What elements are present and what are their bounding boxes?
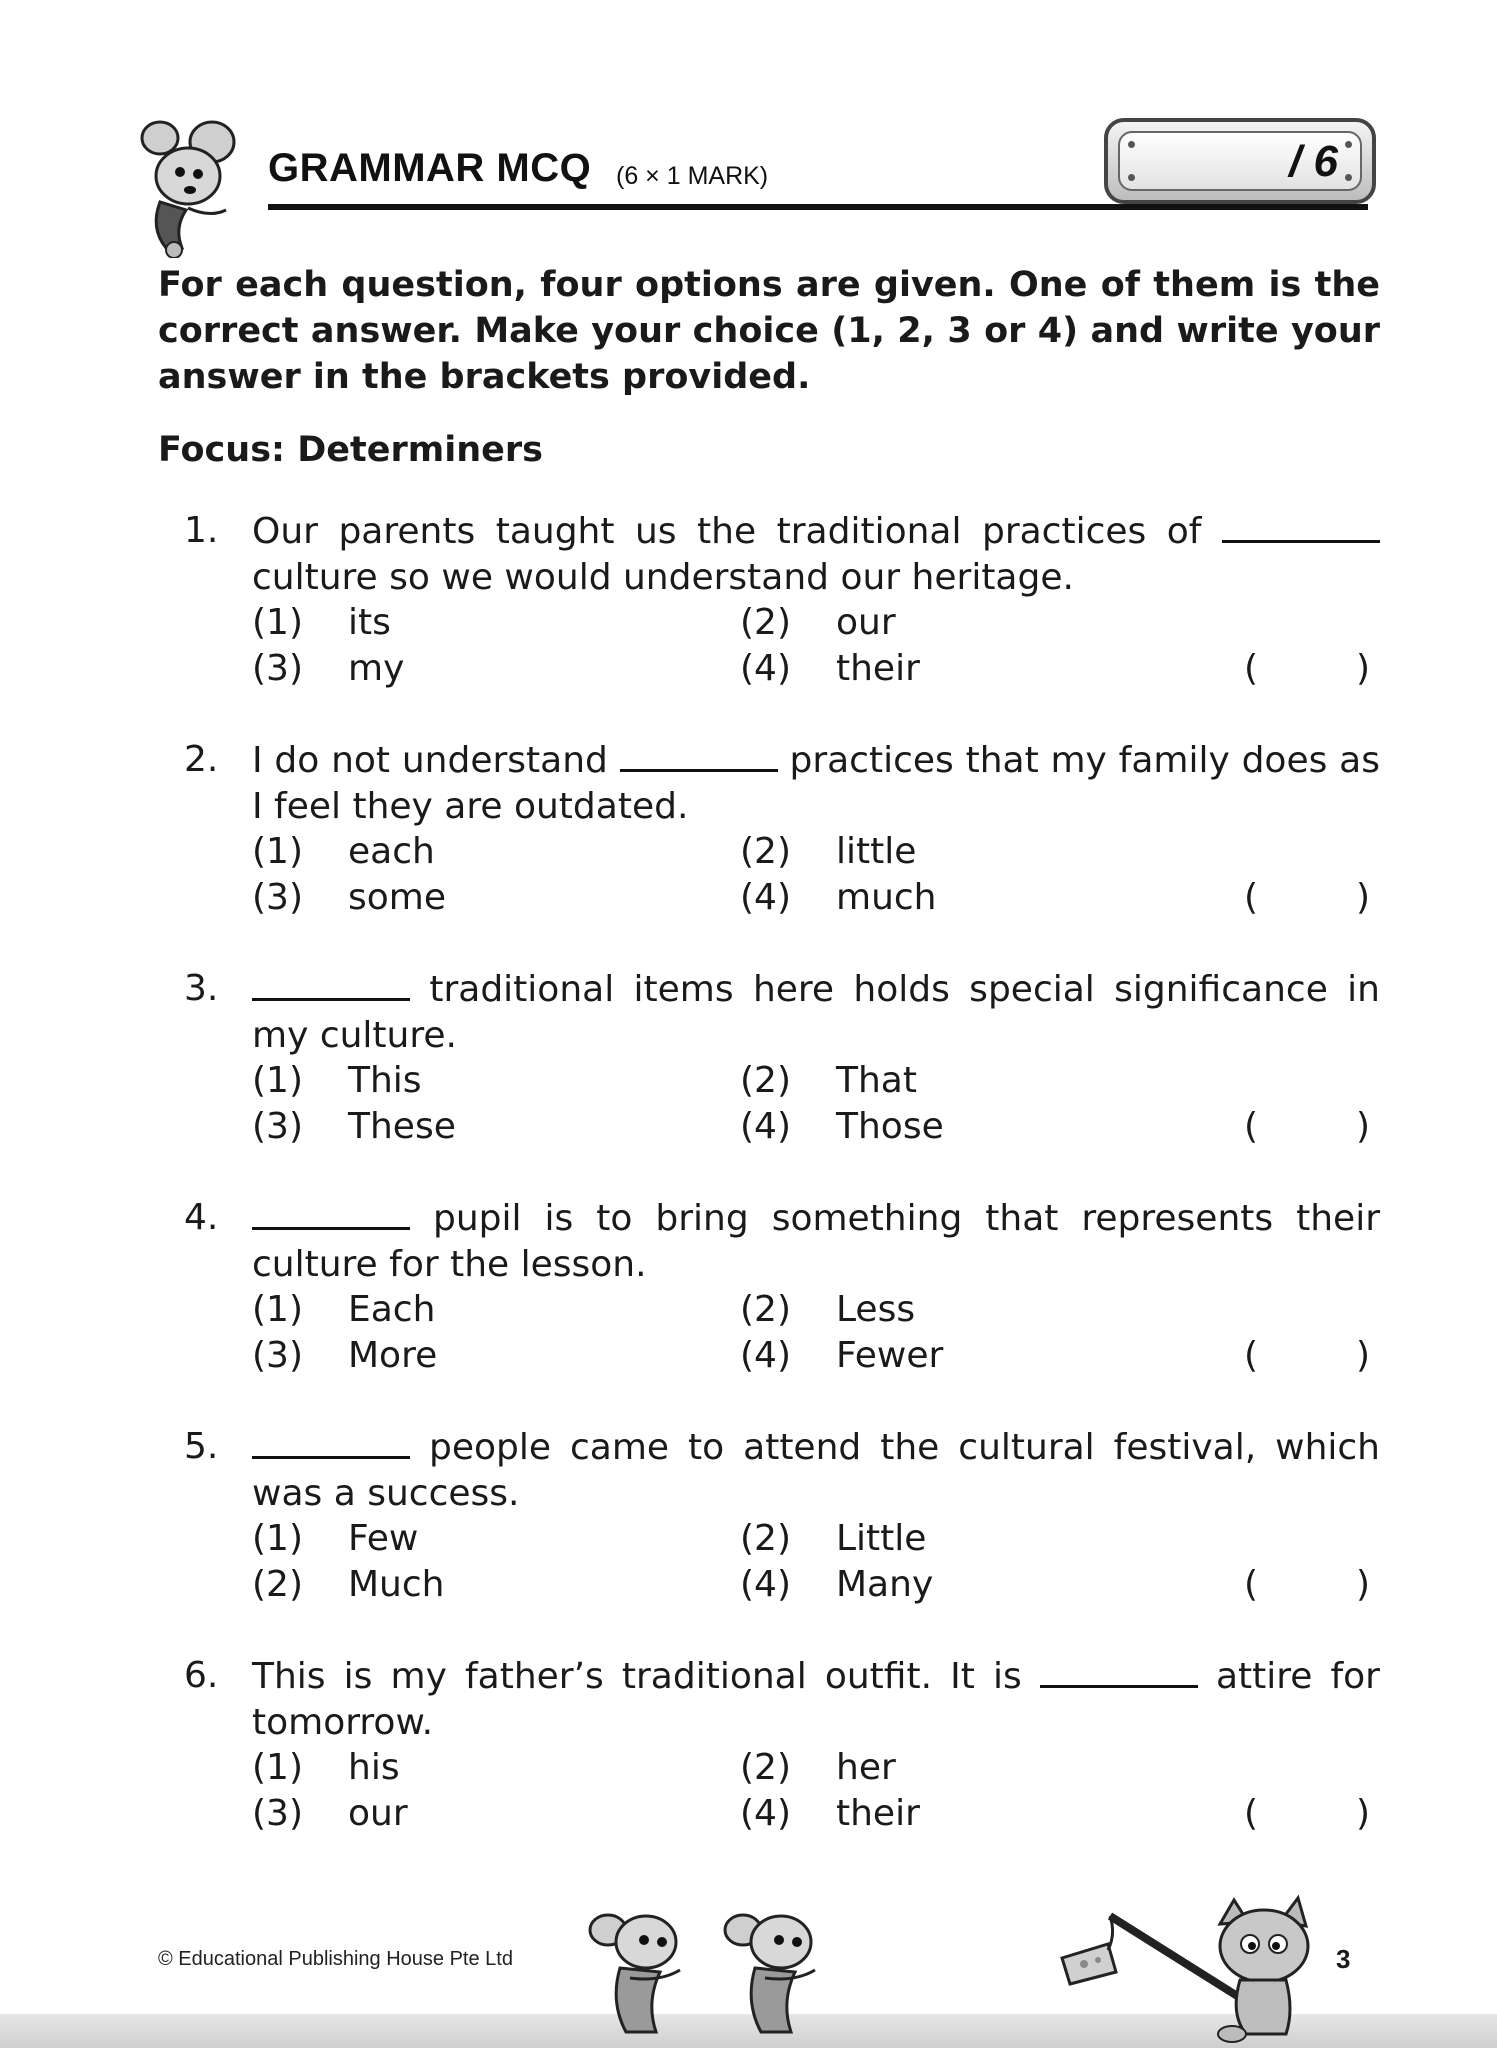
option-number: (1) <box>252 602 303 643</box>
score-box-rivet <box>1128 174 1135 181</box>
answer-bracket-open[interactable]: ( <box>1244 1793 1259 1834</box>
cat-with-cheese-icon <box>1050 1894 1340 2044</box>
answer-bracket-close[interactable]: ) <box>1356 1564 1371 1605</box>
answer-bracket-close[interactable]: ) <box>1356 877 1371 918</box>
copyright: © Educational Publishing House Pte Ltd <box>158 1948 513 1970</box>
option-word: my <box>348 648 405 689</box>
option-number: (1) <box>252 1747 303 1788</box>
score-box-rivet <box>1128 141 1135 148</box>
answer-blank <box>252 966 410 1001</box>
question-number: 6. <box>184 1655 219 1696</box>
option-number: (4) <box>740 1335 791 1376</box>
question-text <box>252 1195 1380 1288</box>
option-number: (2) <box>740 1747 791 1788</box>
option-word: much <box>836 877 937 918</box>
answer-blank <box>252 1424 410 1459</box>
option-number: (3) <box>252 877 303 918</box>
option-word: our <box>836 602 896 643</box>
question-text <box>252 1653 1380 1746</box>
answer-blank <box>1222 508 1380 543</box>
answer-bracket-open[interactable]: ( <box>1244 1335 1259 1376</box>
option-number: (4) <box>740 1106 791 1147</box>
score-box-rivet <box>1345 141 1352 148</box>
option-number: (3) <box>252 1793 303 1834</box>
option-number: (2) <box>740 1289 791 1330</box>
option-word: More <box>348 1335 438 1376</box>
option-word: This <box>348 1060 422 1101</box>
score-box <box>1104 118 1376 204</box>
option-number: (3) <box>252 1335 303 1376</box>
option-number: (2) <box>740 831 791 872</box>
section-title: GRAMMAR MCQ <box>268 146 592 190</box>
answer-bracket-open[interactable]: ( <box>1244 1106 1259 1147</box>
option-word: little <box>836 831 917 872</box>
option-number: (2) <box>740 1060 791 1101</box>
option-word: each <box>348 831 435 872</box>
answer-bracket-close[interactable]: ) <box>1356 1335 1371 1376</box>
option-word: Much <box>348 1564 445 1605</box>
option-word: Little <box>836 1518 927 1559</box>
answer-bracket-close[interactable]: ) <box>1356 1106 1371 1147</box>
option-word: their <box>836 648 920 689</box>
answer-bracket-open[interactable]: ( <box>1244 1564 1259 1605</box>
option-number: (2) <box>740 1518 791 1559</box>
option-word: its <box>348 602 391 643</box>
option-number: (4) <box>740 648 791 689</box>
question-text <box>252 508 1380 601</box>
option-word: That <box>836 1060 917 1101</box>
answer-bracket-close[interactable]: ) <box>1356 648 1371 689</box>
option-word: These <box>348 1106 456 1147</box>
option-number: (3) <box>252 648 303 689</box>
option-number: (3) <box>252 1106 303 1147</box>
option-word: Many <box>836 1564 934 1605</box>
option-word: Less <box>836 1289 916 1330</box>
answer-blank <box>252 1195 410 1230</box>
question-text-after: attire for tomorrow. <box>252 1656 1380 1743</box>
answer-blank <box>620 737 778 772</box>
option-number: (4) <box>740 1793 791 1834</box>
option-number: (2) <box>740 602 791 643</box>
option-word: her <box>836 1747 896 1788</box>
option-word: Those <box>836 1106 944 1147</box>
score-box-rivet <box>1345 174 1352 181</box>
option-word: Each <box>348 1289 436 1330</box>
option-number: (4) <box>740 877 791 918</box>
header-divider <box>268 204 1368 210</box>
option-word: some <box>348 877 446 918</box>
question-text-after: traditional items here holds special significance in my culture. <box>252 969 1380 1056</box>
option-number: (2) <box>252 1564 303 1605</box>
question-number: 4. <box>184 1197 219 1238</box>
option-word: Few <box>348 1518 419 1559</box>
page-number: 3 <box>1336 1944 1351 1974</box>
answer-bracket-close[interactable]: ) <box>1356 1793 1371 1834</box>
focus-label: Focus: Determiners <box>158 430 543 470</box>
mouse-mascot-icon <box>130 118 260 258</box>
score-total: / 6 <box>1289 137 1338 186</box>
instructions: For each question, four options are given. One of them is the correct answer. Make your choice (1, 2, 3 or 4) and write your answer in the brackets provided. <box>158 265 1380 397</box>
answer-blank <box>1040 1653 1198 1688</box>
option-word: Fewer <box>836 1335 944 1376</box>
running-mouse-icon <box>570 1912 710 2048</box>
option-word: our <box>348 1793 408 1834</box>
question-number: 1. <box>184 510 219 551</box>
option-number: (1) <box>252 1518 303 1559</box>
question-text-after: culture so we would understand our heritage. <box>252 557 1074 598</box>
question-text <box>252 966 1380 1059</box>
answer-bracket-open[interactable]: ( <box>1244 877 1259 918</box>
section-marks: (6 × 1 MARK) <box>616 162 769 190</box>
question-text-after: pupil is to bring something that represents their culture for the lesson. <box>252 1198 1380 1285</box>
question-text-after: people came to attend the cultural festival, which was a success. <box>252 1427 1381 1514</box>
option-number: (1) <box>252 831 303 872</box>
question-text <box>252 737 1380 830</box>
option-number: (1) <box>252 1289 303 1330</box>
question-number: 2. <box>184 739 219 780</box>
option-number: (1) <box>252 1060 303 1101</box>
question-text-after: practices that my family does as I feel they are outdated. <box>252 740 1380 827</box>
option-word: their <box>836 1793 920 1834</box>
answer-bracket-open[interactable]: ( <box>1244 648 1259 689</box>
question-text-before: Our parents taught us the traditional practices of <box>252 511 1202 552</box>
option-word: his <box>348 1747 400 1788</box>
score-box-inner <box>1118 131 1362 191</box>
question-text-before: This is my father’s traditional outfit. It is <box>252 1656 1022 1697</box>
question-text-before: I do not understand <box>252 740 608 781</box>
option-number: (4) <box>740 1564 791 1605</box>
question-text <box>252 1424 1380 1517</box>
question-number: 5. <box>184 1426 219 1467</box>
question-number: 3. <box>184 968 219 1009</box>
running-mouse-icon <box>705 1912 845 2048</box>
